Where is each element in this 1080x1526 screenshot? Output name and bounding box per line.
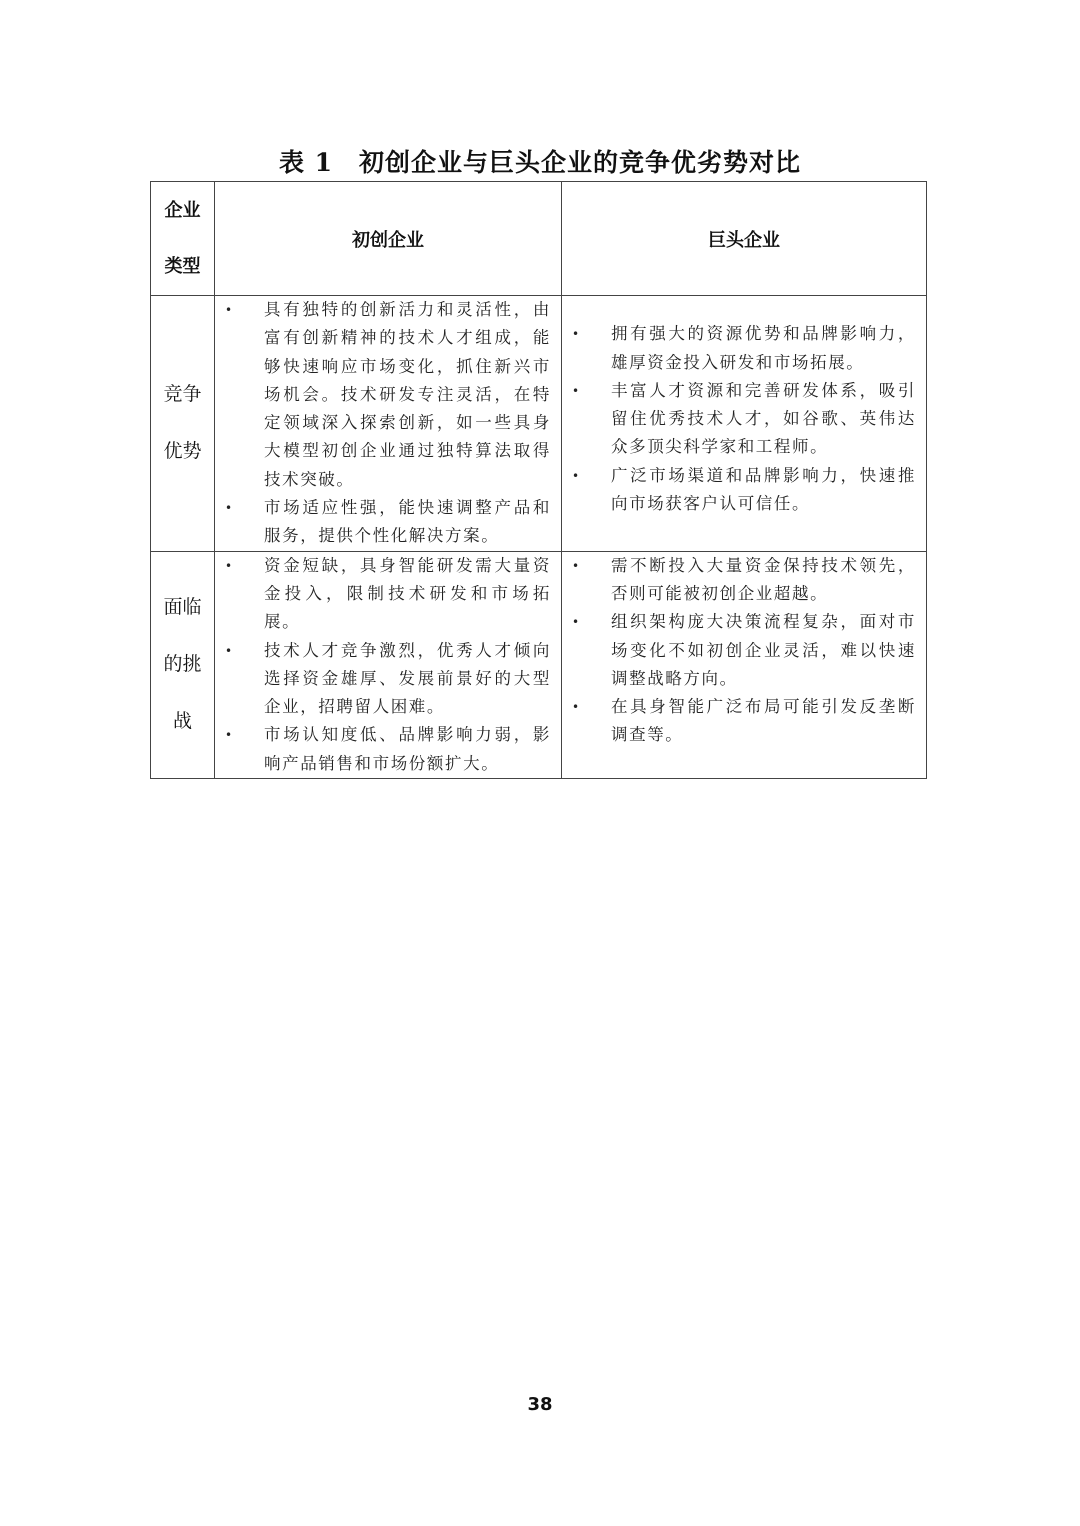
list-item — [215, 494, 561, 551]
row-label-challenges — [151, 551, 215, 778]
bullet-icon: • — [225, 501, 234, 516]
giant-advantages-list — [562, 320, 926, 518]
bullet-icon: • — [225, 303, 234, 317]
row-label-line: 的挑 — [163, 653, 202, 676]
row-label-line: 竞争 — [163, 383, 202, 406]
row-label-line: 战 — [172, 710, 192, 733]
list-item-text: 市场适应性强，能快速调整产品和服务，提供个性化解决方案。 — [264, 498, 551, 546]
row-label-advantages — [151, 296, 215, 552]
bullet-icon: • — [225, 728, 234, 743]
list-item-text: 广泛市场渠道和品牌影响力，快速推向市场获客户认可信任。 — [611, 465, 916, 514]
giant-advantages-cell — [562, 296, 927, 552]
row-label-line: 面临 — [163, 596, 202, 619]
list-item — [562, 552, 926, 609]
list-item — [215, 637, 561, 722]
row-label-line: 优势 — [163, 440, 202, 463]
list-item — [562, 377, 926, 462]
header-enterprise-type — [151, 182, 215, 296]
table-title: 表 1 初创企业与巨头企业的竞争优劣势对比 — [278, 148, 802, 177]
bullet-icon: • — [572, 615, 581, 630]
list-item — [562, 462, 926, 519]
list-item-text: 资金短缺，具身智能研发需大量资金投入，限制技术研发和市场拓展。 — [264, 555, 551, 632]
header-type-line: 企业 — [164, 199, 201, 221]
startup-advantages-list — [215, 296, 561, 551]
list-item-text: 在具身智能广泛布局可能引发反垄断调查等。 — [611, 697, 916, 745]
page-number: 38 — [527, 1394, 553, 1415]
list-item-text: 丰富人才资源和完善研发体系，吸引留住优秀技术人才，如谷歌、英伟达众多顶尖科学家和工程师。 — [611, 380, 916, 457]
list-item-text: 技术人才竞争激烈，优秀人才倾向选择资金雄厚、发展前景好的大型企业，招聘留人困难。 — [264, 640, 551, 717]
bullet-icon: • — [572, 327, 581, 342]
list-item — [215, 721, 561, 778]
giant-challenges-cell — [562, 551, 927, 778]
list-item — [215, 552, 561, 637]
list-item — [562, 693, 926, 750]
startup-advantages-cell — [215, 296, 562, 552]
bullet-icon: • — [225, 558, 234, 573]
startup-challenges-list — [215, 552, 561, 778]
list-item-text: 具有独特的创新活力和灵活性，由富有创新精神的技术人才组成，能够快速响应市场变化，抓住新兴市场机会。技术研发专注灵活，在特定领域深入探索创新，如一些具身大模型初创企业通过独特算法取得技术突破。 — [264, 300, 551, 489]
table-row-advantages — [151, 296, 927, 552]
header-startup: 初创企业 — [215, 182, 562, 296]
bullet-icon: • — [225, 643, 234, 658]
header-giant: 巨头企业 — [562, 182, 927, 296]
header-type-line: 类型 — [164, 255, 201, 277]
bullet-icon: • — [572, 383, 581, 398]
giant-challenges-list — [562, 552, 926, 750]
list-item-text: 组织架构庞大决策流程复杂，面对市场变化不如初创企业灵活，难以快速调整战略方向。 — [611, 612, 916, 688]
bullet-icon: • — [572, 558, 581, 573]
bullet-icon: • — [572, 700, 581, 715]
bullet-icon: • — [572, 468, 581, 483]
comparison-table — [150, 181, 927, 779]
list-item-text: 市场认知度低、品牌影响力弱，影响产品销售和市场份额扩大。 — [264, 725, 551, 773]
list-item-text: 拥有强大的资源优势和品牌影响力，雄厚资金投入研发和市场拓展。 — [611, 324, 916, 372]
list-item — [562, 320, 926, 377]
startup-challenges-cell — [215, 551, 562, 778]
table-header-row — [151, 182, 927, 296]
list-item-text: 需不断投入大量资金保持技术领先，否则可能被初创企业超越。 — [611, 555, 916, 603]
list-item — [215, 296, 561, 494]
list-item — [562, 608, 926, 693]
table-row-challenges — [151, 551, 927, 778]
